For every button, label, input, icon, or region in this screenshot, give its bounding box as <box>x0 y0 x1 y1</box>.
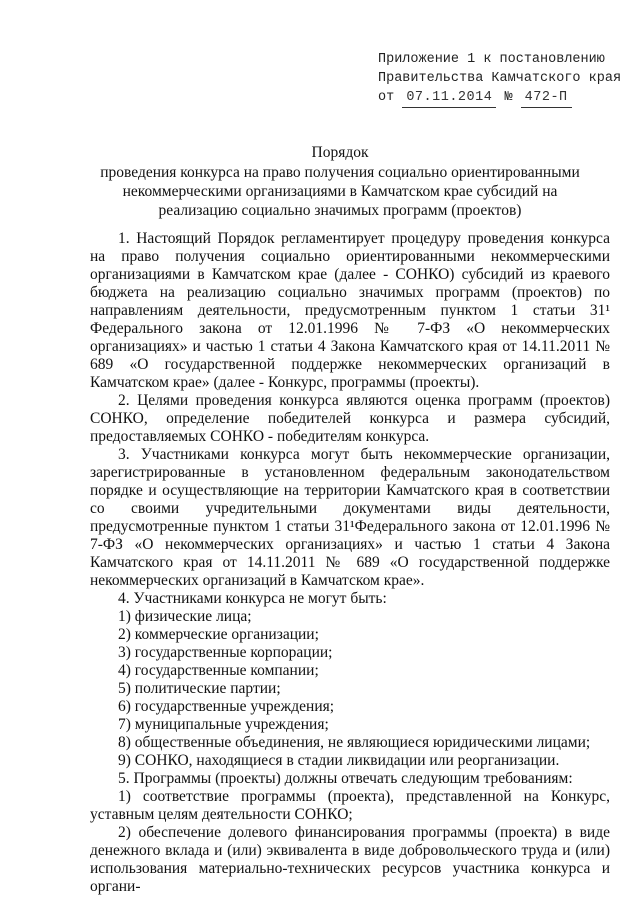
appendix-header <box>378 50 621 108</box>
list-item: 9) СОНКО, находящиеся в стадии ликвидации или реорганизации. <box>118 752 560 769</box>
list-item: 4) государственные компании; <box>118 662 319 679</box>
title-subtitle: проведения конкурса на право получения социально ориентированными некоммерческими организациями в Камчатском крае субсидий на реализацию социально значимых программ (проектов) <box>100 164 580 219</box>
number-label: № <box>504 90 513 105</box>
paragraph: 4. Участниками конкурса не могут быть: <box>118 590 387 607</box>
document-title <box>100 143 580 220</box>
list-item: 5) политические партии; <box>118 680 281 697</box>
paragraph: 5. Программы (проекты) должны отвечать следующим требованиям: <box>118 770 573 787</box>
paragraph: 3. Участниками конкурса могут быть некоммерческие организации, зарегистрированные в установленном федеральным законодательством порядке и осуществляющие на территории Камчатского края в соответствии со своими учредительными документами виды деятельности, предусмотренные пунктом 1 статьи 31¹Федерального закона от 12.01.1996 № 7-ФЗ «О некоммерческих организациях» и частью 1 статьи 4 Закона Камчатского края от 14.11.2011 № 689 «О государственной поддержке некоммерческих организаций в Камчатском крае». <box>90 446 610 589</box>
list-item: 8) общественные объединения, не являющиеся юридическими лицами; <box>118 734 591 751</box>
resolution-number: 472-П <box>521 88 572 108</box>
paragraph: 2. Целями проведения конкурса являются оценка программ (проектов) СОНКО, определение победителей конкурса и размера субсидий, предоставляемых СОНКО - победителям конкурса. <box>90 392 610 445</box>
paragraph: 1. Настоящий Порядок регламентирует процедуру проведения конкурса на право получения социально ориентированными некоммерческими организациями в Камчатском крае (далее - СОНКО) субсидий из краевого бюджета на реализацию социально значимых программ (проектов) по направлениям деятельности, предусмотренным пунктом 1 статьи 31¹ Федерального закона от 12.01.1996 № 7-ФЗ «О некоммерческих организациях» и частью 1 статьи 4 Закона Камчатского края от 14.11.2011 № 689 «О государственной поддержке некоммерческих организаций в Камчатском крае» (далее - Конкурс, программы (проекты). <box>90 230 610 391</box>
list-item: 7) муниципальные учреждения; <box>118 716 329 733</box>
from-label: от <box>378 90 395 105</box>
resolution-date: 07.11.2014 <box>402 88 496 108</box>
document-body <box>90 230 610 896</box>
list-item: 2) обеспечение долевого финансирования программы (проекта) в виде денежного вклада и (или) эквивалента в виде добровольческого труда и (или) использования материально-технических ресурсов участника конкурса и органи- <box>90 824 610 895</box>
list-item: 2) коммерческие организации; <box>118 626 319 643</box>
appendix-line-3 <box>378 88 621 108</box>
appendix-line-2: Правительства Камчатского края <box>378 71 622 86</box>
list-item: 3) государственные корпорации; <box>118 644 333 661</box>
list-item: 1) соответствие программы (проекта), представленной на Конкурс, уставным целям деятельности СОНКО; <box>90 788 610 823</box>
title-word: Порядок <box>311 144 369 161</box>
list-item: 6) государственные учреждения; <box>118 698 335 715</box>
list-item: 1) физические лица; <box>118 608 252 625</box>
appendix-line-1: Приложение 1 к постановлению <box>378 52 605 67</box>
